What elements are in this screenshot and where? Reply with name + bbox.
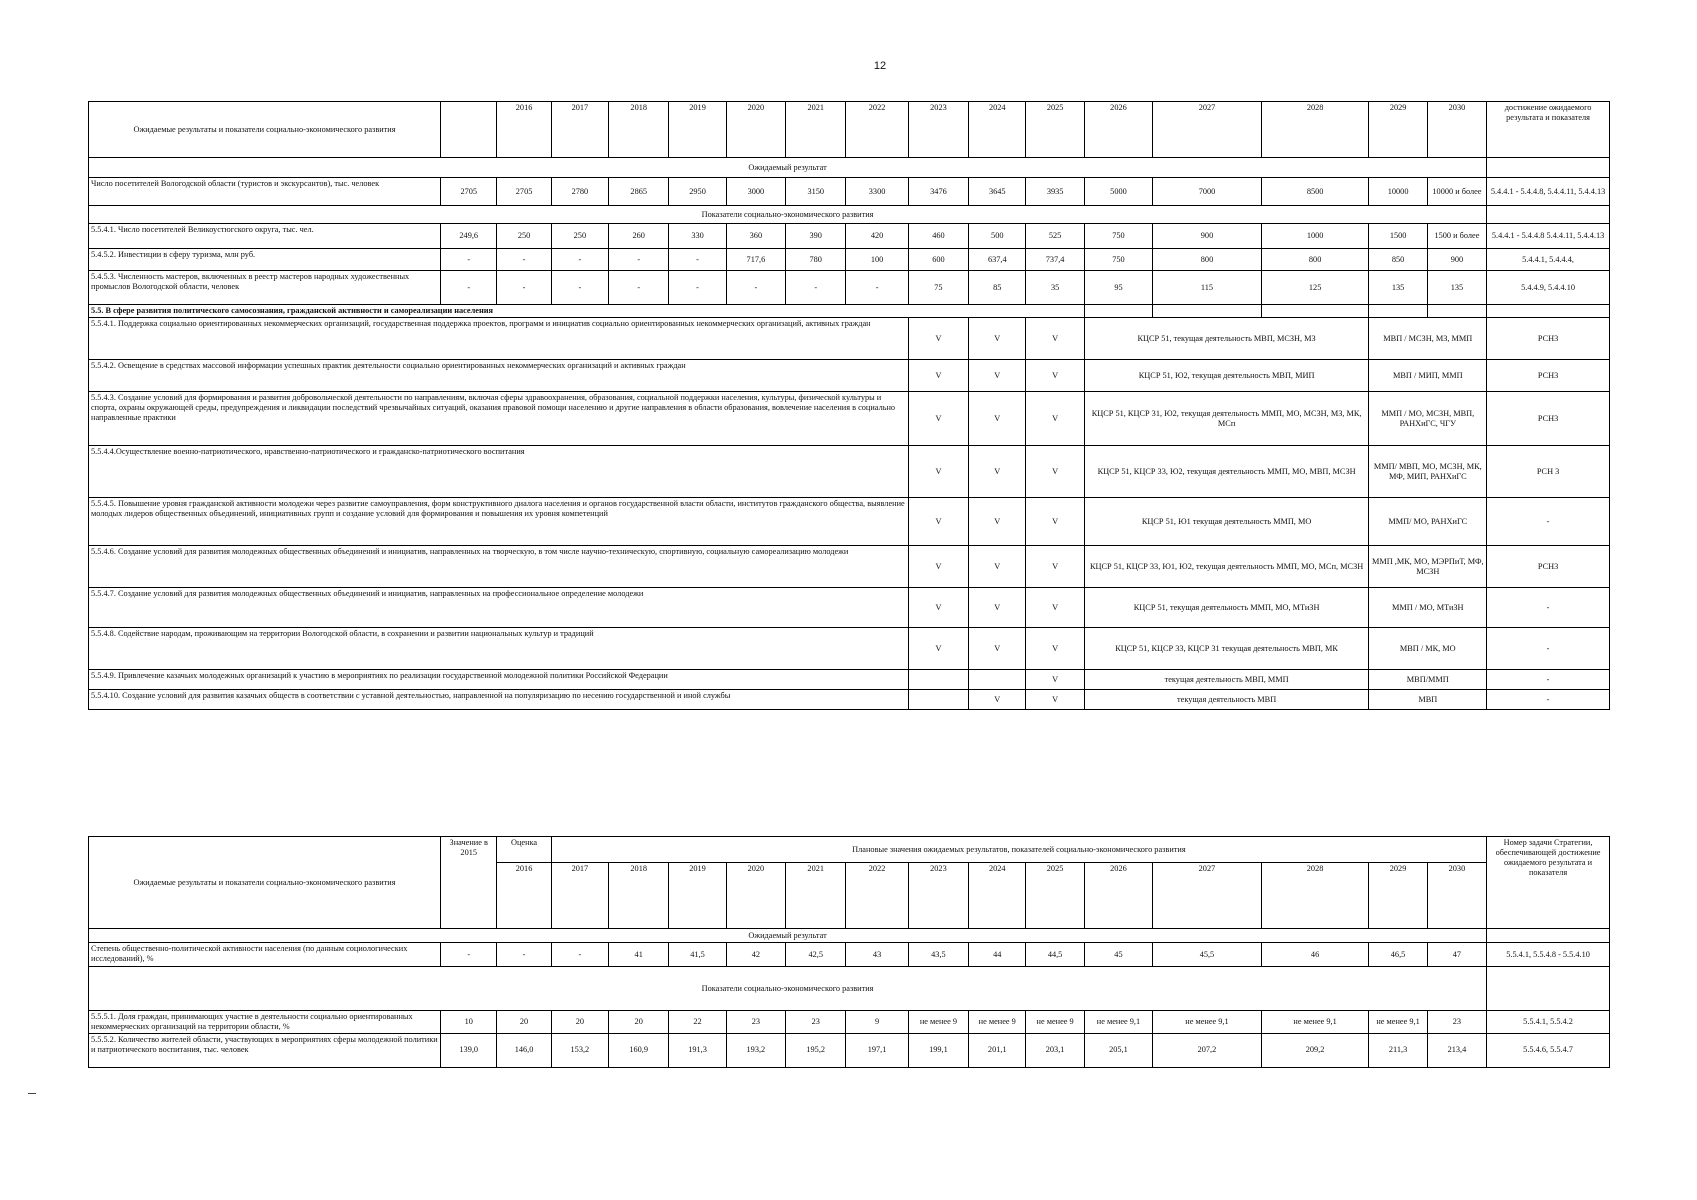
value-cell: 197,1	[846, 1033, 908, 1067]
funding-source: КЦСР 51, КЦСР 31, Ю2, текущая деятельность ММП, МО, МСЗН, МЗ, МК, МСп	[1084, 392, 1369, 446]
period-mark	[908, 690, 968, 710]
responsible-bodies: ММП/ МО, РАНХиГС	[1369, 498, 1487, 546]
task-ref: -	[1487, 670, 1610, 690]
value-cell: -	[441, 249, 497, 271]
task-ref: -	[1487, 628, 1610, 670]
value-cell: 44,5	[1026, 943, 1084, 967]
responsible-bodies: МВП/ММП	[1369, 670, 1487, 690]
value-cell: не менее 9,1	[1369, 1011, 1427, 1034]
period-mark: V	[1026, 318, 1084, 360]
period-mark: V	[969, 446, 1026, 498]
value-cell: 3300	[846, 178, 908, 206]
value-cell: 10000	[1369, 178, 1427, 206]
indicator-name: 5.5.5.1. Доля граждан, принимающих участие в деятельности социально ориентированных некоммерческих организаций на территории области, %	[89, 1011, 441, 1034]
indicator-name: Степень общественно-политической активности населения (по данным социологических исследований), %	[89, 943, 441, 967]
value-cell: не менее 9,1	[1153, 1011, 1262, 1034]
value-cell: 3000	[726, 178, 785, 206]
value-cell: 205,1	[1084, 1033, 1152, 1067]
value-cell: 23	[1427, 1011, 1486, 1034]
value-cell: 2705	[441, 178, 497, 206]
header-indicator-label: Ожидаемые результаты и показатели социально-экономического развития	[89, 837, 441, 929]
indicator-row	[89, 178, 1610, 206]
value-cell: 20	[497, 1011, 551, 1034]
value-cell: 191,3	[669, 1033, 726, 1067]
period-mark: V	[969, 546, 1026, 588]
value-cell: 160,9	[609, 1033, 669, 1067]
value-cell: 750	[1084, 249, 1152, 271]
measure-name: 5.5.4.5. Повышение уровня гражданской активности молодежи через развитие самоуправления, форм конструктивного диалога населения и органов государственной власти области, институтов гражданского общества, выявление молодых лидеров общественных объединений, инициативных групп и создание условий для формирования и повышения их уровня компетенций	[89, 498, 909, 546]
value-cell: 42	[726, 943, 785, 967]
task-ref: 5.5.4.6, 5.5.4.7	[1487, 1033, 1610, 1067]
value-cell: 95	[1084, 271, 1152, 305]
task-ref: РСН3	[1487, 546, 1610, 588]
period-mark: V	[1026, 588, 1084, 628]
responsible-bodies: ММП / МО, МТиЗН	[1369, 588, 1487, 628]
period-mark: V	[1026, 690, 1084, 710]
value-cell: 850	[1369, 249, 1427, 271]
value-cell: 249,6	[441, 224, 497, 249]
empty-cell	[1261, 305, 1369, 318]
indicator-row	[89, 1011, 1610, 1034]
value-cell: 360	[726, 224, 785, 249]
measure-row	[89, 628, 1610, 670]
value-cell: не менее 9	[1026, 1011, 1084, 1034]
results-table-activity	[88, 836, 1610, 1068]
measure-name: 5.5.4.8. Содействие народам, проживающим на территории Вологодской области, в сохранении и развитии национальных культур и традиций	[89, 628, 909, 670]
value-cell: 146,0	[497, 1033, 551, 1067]
value-cell: 20	[609, 1011, 669, 1034]
period-mark: V	[908, 446, 968, 498]
period-mark: V	[908, 628, 968, 670]
empty-cell	[1084, 305, 1152, 318]
section-label: Ожидаемый результат	[89, 929, 1487, 943]
section-empty-cell	[1487, 206, 1610, 224]
value-cell: 800	[1153, 249, 1262, 271]
task-ref: РСН3	[1487, 360, 1610, 392]
measure-row	[89, 546, 1610, 588]
measure-name: 5.5.4.10. Создание условий для развития казачьих обществ в соответствии с уставной деятельностью, направленной на популяризацию по несению государственной и иной службы	[89, 690, 909, 710]
value-cell: 737,4	[1026, 249, 1084, 271]
value-cell: 900	[1427, 249, 1486, 271]
funding-source: КЦСР 51, КЦСР 33, КЦСР 31 текущая деятельность МВП, МК	[1084, 628, 1369, 670]
page-number: 12	[873, 60, 887, 72]
value-cell: 46	[1261, 943, 1369, 967]
indicator-name: 5.5.5.2. Количество жителей области, участвующих в мероприятиях сферы молодежной политики и патриотического воспитания, тыс. человек	[89, 1033, 441, 1067]
value-cell: 10	[441, 1011, 497, 1034]
value-cell: 153,2	[551, 1033, 608, 1067]
indicator-row	[89, 249, 1610, 271]
value-cell: 213,4	[1427, 1033, 1486, 1067]
results-table-main	[88, 101, 1610, 710]
header-year: 2022	[846, 863, 908, 929]
measure-row	[89, 588, 1610, 628]
value-cell: -	[441, 271, 497, 305]
value-cell: 35	[1026, 271, 1084, 305]
period-mark: V	[1026, 392, 1084, 446]
header-year: 2026	[1084, 102, 1152, 158]
value-cell: 2865	[609, 178, 669, 206]
value-cell: 3935	[1026, 178, 1084, 206]
funding-source: КЦСР 51, КЦСР 33, Ю2, текущая деятельность ММП, МО, МВП, МСЗН	[1084, 446, 1369, 498]
table-header	[89, 837, 1610, 929]
header-year: 2021	[786, 102, 846, 158]
value-cell: 85	[969, 271, 1026, 305]
value-cell: -	[786, 271, 846, 305]
value-cell: 330	[669, 224, 726, 249]
header-year: 2025	[1026, 863, 1084, 929]
value-cell: 9	[846, 1011, 908, 1034]
task-ref: 5.4.4.1, 5.4.4.4,	[1487, 249, 1610, 271]
indicator-row	[89, 224, 1610, 249]
value-cell: 125	[1261, 271, 1369, 305]
value-cell: 75	[908, 271, 968, 305]
header-year: 2017	[551, 863, 608, 929]
task-ref: РСН3	[1487, 318, 1610, 360]
value-cell: не менее 9,1	[1084, 1011, 1152, 1034]
measure-row	[89, 670, 1610, 690]
value-cell: 750	[1084, 224, 1152, 249]
section-label: Ожидаемый результат	[89, 158, 1487, 178]
period-mark: V	[969, 498, 1026, 546]
empty-cell	[1369, 305, 1427, 318]
value-cell: 900	[1153, 224, 1262, 249]
indicator-name: 5.4.5.3. Численность мастеров, включенных в реестр мастеров народных художественных промыслов Вологодской области, человек	[89, 271, 441, 305]
header-year: 2020	[726, 102, 785, 158]
measure-row	[89, 690, 1610, 710]
header-year: 2019	[669, 102, 726, 158]
value-cell: 100	[846, 249, 908, 271]
value-cell: 46,5	[1369, 943, 1427, 967]
header-year: 2016	[497, 102, 551, 158]
measure-name: 5.5.4.9. Привлечение казачьих молодежных организаций к участию в мероприятиях по реализации государственной молодежной политики Российской Федерации	[89, 670, 909, 690]
section-empty-cell	[1487, 929, 1610, 943]
period-mark: V	[1026, 546, 1084, 588]
indicator-name: Число посетителей Вологодской области (туристов и экскурсантов), тыс. человек	[89, 178, 441, 206]
value-cell: 207,2	[1153, 1033, 1262, 1067]
funding-source: текущая деятельность МВП, ММП	[1084, 670, 1369, 690]
section-row	[89, 206, 1610, 224]
value-cell: 209,2	[1261, 1033, 1369, 1067]
value-cell: 201,1	[969, 1033, 1026, 1067]
section-row	[89, 967, 1610, 1011]
header-year: 2019	[669, 863, 726, 929]
period-mark: V	[908, 498, 968, 546]
period-mark: V	[1026, 628, 1084, 670]
value-cell: 8500	[1261, 178, 1369, 206]
section-empty-cell	[1487, 967, 1610, 1011]
value-cell: 135	[1369, 271, 1427, 305]
period-mark: V	[908, 588, 968, 628]
empty-cell	[1487, 305, 1610, 318]
responsible-bodies: ММП / МО, МСЗН, МВП, РАНХиГС, ЧГУ	[1369, 392, 1487, 446]
period-mark: V	[1026, 360, 1084, 392]
funding-source: КЦСР 51, КЦСР 33, Ю1, Ю2, текущая деятельность ММП, МО, МСп, МСЗН	[1084, 546, 1369, 588]
value-cell: -	[609, 271, 669, 305]
header-year: 2018	[609, 863, 669, 929]
value-cell: 42,5	[786, 943, 846, 967]
header-year: 2028	[1261, 863, 1369, 929]
header-empty-cell	[441, 102, 497, 158]
value-cell: не менее 9	[908, 1011, 968, 1034]
value-cell: 115	[1153, 271, 1262, 305]
section-label: Показатели социально-экономического развития	[89, 967, 1487, 1011]
header-year: 2029	[1369, 102, 1427, 158]
value-cell: 22	[669, 1011, 726, 1034]
header-year: 2024	[969, 863, 1026, 929]
period-mark: V	[908, 360, 968, 392]
value-cell: 2950	[669, 178, 726, 206]
header-task-label: достижение ожидаемого результата и показателя	[1487, 102, 1610, 158]
value-cell: 20	[551, 1011, 608, 1034]
task-ref: 5.5.4.1, 5.5.4.8 - 5.5.4.10	[1487, 943, 1610, 967]
task-ref: РСН 3	[1487, 446, 1610, 498]
section-row	[89, 158, 1610, 178]
period-mark: V	[969, 588, 1026, 628]
empty-cell	[1427, 305, 1486, 318]
header-task-label: Номер задачи Стратегии, обеспечивающей достижение ожидаемого результата и показателя	[1487, 837, 1610, 929]
header-year: 2027	[1153, 863, 1262, 929]
value-cell: 3645	[969, 178, 1026, 206]
header-year: 2023	[908, 102, 968, 158]
measure-name: 5.5.4.4.Осуществление военно-патриотического, нравственно-патриотического и гражданско-патриотического воспитания	[89, 446, 909, 498]
value-cell: 390	[786, 224, 846, 249]
task-ref: РСН3	[1487, 392, 1610, 446]
responsible-bodies: МВП / МИП, ММП	[1369, 360, 1487, 392]
header-estimate: Оценка	[497, 837, 551, 863]
value-cell: 193,2	[726, 1033, 785, 1067]
header-year: 2018	[609, 102, 669, 158]
value-cell: 211,3	[1369, 1033, 1427, 1067]
value-cell: -	[846, 271, 908, 305]
task-ref: -	[1487, 588, 1610, 628]
value-cell: 717,6	[726, 249, 785, 271]
value-cell: 600	[908, 249, 968, 271]
margin-mark	[28, 1093, 36, 1094]
value-cell: 5000	[1084, 178, 1152, 206]
value-cell: 460	[908, 224, 968, 249]
task-ref: -	[1487, 498, 1610, 546]
period-mark: V	[908, 392, 968, 446]
indicator-row	[89, 943, 1610, 967]
period-mark: V	[1026, 446, 1084, 498]
value-cell: 525	[1026, 224, 1084, 249]
period-mark: V	[908, 546, 968, 588]
value-cell: 3476	[908, 178, 968, 206]
value-cell: -	[669, 271, 726, 305]
indicator-row	[89, 1033, 1610, 1067]
value-cell: 45,5	[1153, 943, 1262, 967]
value-cell: 1000	[1261, 224, 1369, 249]
value-cell: -	[551, 943, 608, 967]
task-ref: 5.4.4.1 - 5.4.4.8 5.4.4.11, 5.4.4.13	[1487, 224, 1610, 249]
value-cell: -	[726, 271, 785, 305]
value-cell: -	[441, 943, 497, 967]
task-ref: 5.4.4.9, 5.4.4.10	[1487, 271, 1610, 305]
section-heading-row	[89, 305, 1610, 318]
value-cell: 23	[726, 1011, 785, 1034]
section-heading: 5.5. В сфере развития политического самосознания, гражданской активности и самореализации населения	[89, 305, 1085, 318]
responsible-bodies: МВП / МСЗН, МЗ, ММП	[1369, 318, 1487, 360]
measure-row	[89, 392, 1610, 446]
header-year: 2029	[1369, 863, 1427, 929]
value-cell: 1500 и более	[1427, 224, 1486, 249]
funding-source: КЦСР 51, текущая деятельность МВП, МСЗН, МЗ	[1084, 318, 1369, 360]
value-cell: 23	[786, 1011, 846, 1034]
period-mark: V	[908, 318, 968, 360]
period-mark: V	[1026, 498, 1084, 546]
section-label: Показатели социально-экономического развития	[89, 206, 1487, 224]
value-cell: -	[669, 249, 726, 271]
measure-row	[89, 360, 1610, 392]
value-cell: 203,1	[1026, 1033, 1084, 1067]
value-cell: 45	[1084, 943, 1152, 967]
section-row	[89, 929, 1610, 943]
header-year: 2024	[969, 102, 1026, 158]
value-cell: 41,5	[669, 943, 726, 967]
table-header	[89, 102, 1610, 158]
value-cell: 500	[969, 224, 1026, 249]
header-year: 2020	[726, 863, 785, 929]
value-cell: 10000 и более	[1427, 178, 1486, 206]
header-year: 2022	[846, 102, 908, 158]
header-row	[89, 837, 1610, 863]
period-mark: V	[1026, 670, 1084, 690]
header-year: 2025	[1026, 102, 1084, 158]
value-cell: -	[551, 271, 608, 305]
measure-name: 5.5.4.2. Освещение в средствах массовой информации успешных практик деятельности социально ориентированных некоммерческих организаций и активных граждан	[89, 360, 909, 392]
value-cell: 43	[846, 943, 908, 967]
task-ref: -	[1487, 690, 1610, 710]
period-mark	[908, 670, 968, 690]
header-year: 2028	[1261, 102, 1369, 158]
indicator-name: 5.4.5.2. Инвестиции в сферу туризма, млн руб.	[89, 249, 441, 271]
measure-name: 5.5.4.1. Поддержка социально ориентированных некоммерческих организаций, государственная поддержка проектов, программ и инициатив социально ориентированных некоммерческих организаций, активных граждан	[89, 318, 909, 360]
period-mark: V	[969, 690, 1026, 710]
measure-row	[89, 446, 1610, 498]
value-cell: -	[551, 249, 608, 271]
value-cell: 199,1	[908, 1033, 968, 1067]
funding-source: КЦСР 51, Ю2, текущая деятельность МВП, МИП	[1084, 360, 1369, 392]
value-cell: 135	[1427, 271, 1486, 305]
value-cell: 47	[1427, 943, 1486, 967]
value-cell: -	[497, 249, 551, 271]
header-year: 2030	[1427, 102, 1486, 158]
funding-source: КЦСР 51, Ю1 текущая деятельность ММП, МО	[1084, 498, 1369, 546]
value-cell: -	[497, 271, 551, 305]
funding-source: текущая деятельность МВП	[1084, 690, 1369, 710]
measure-row	[89, 318, 1610, 360]
table-body	[89, 158, 1610, 710]
empty-cell	[1153, 305, 1262, 318]
period-mark	[969, 670, 1026, 690]
header-indicator-label: Ожидаемые результаты и показатели социально-экономического развития	[89, 102, 441, 158]
header-year: 2017	[551, 102, 608, 158]
value-cell: 780	[786, 249, 846, 271]
period-mark: V	[969, 628, 1026, 670]
header-year: 2023	[908, 863, 968, 929]
value-cell: 637,4	[969, 249, 1026, 271]
responsible-bodies: МВП / МК, МО	[1369, 628, 1487, 670]
header-year: 2021	[786, 863, 846, 929]
value-cell: -	[609, 249, 669, 271]
value-cell: 1500	[1369, 224, 1427, 249]
task-ref: 5.5.4.1, 5.5.4.2	[1487, 1011, 1610, 1034]
value-cell: 420	[846, 224, 908, 249]
value-cell: 7000	[1153, 178, 1262, 206]
section-empty-cell	[1487, 158, 1610, 178]
value-cell: 250	[497, 224, 551, 249]
value-cell: 44	[969, 943, 1026, 967]
period-mark: V	[969, 392, 1026, 446]
indicator-row	[89, 271, 1610, 305]
period-mark: V	[969, 360, 1026, 392]
value-cell: 41	[609, 943, 669, 967]
value-cell: 250	[551, 224, 608, 249]
header-year: 2016	[497, 863, 551, 929]
header-year: 2027	[1153, 102, 1262, 158]
funding-source: КЦСР 51, текущая деятельность ММП, МО, МТиЗН	[1084, 588, 1369, 628]
value-cell: 43,5	[908, 943, 968, 967]
responsible-bodies: МВП	[1369, 690, 1487, 710]
measure-name: 5.5.4.6. Создание условий для развития молодежных общественных объединений и инициатив, направленных на творческую, в том числе научно-техническую, спортивную, социальную самореализацию молодежи	[89, 546, 909, 588]
responsible-bodies: ММП ,МК, МО, МЭРПиТ, МФ, МСЗН	[1369, 546, 1487, 588]
measure-name: 5.5.4.3. Создание условий для формирования и развития добровольческой деятельности по направлениям, включая сферы здравоохранения, образования, социальной поддержки населения, культуры, физической культуры и спорта, охраны окружающей среды, предупреждения и ликвидации последствий чрезвычайных ситуаций, оказания правовой помощи населению и другие направления в области образования, вовлечение населения в социально направленные практики	[89, 392, 909, 446]
value-cell: не менее 9	[969, 1011, 1026, 1034]
value-cell: 800	[1261, 249, 1369, 271]
header-year: 2030	[1427, 863, 1486, 929]
measure-name: 5.5.4.7. Создание условий для развития молодежных общественных объединений и инициатив, направленных на профессиональное определение молодежи	[89, 588, 909, 628]
header-value-2015: Значение в 2015	[441, 837, 497, 929]
table-body	[89, 929, 1610, 1068]
value-cell: -	[497, 943, 551, 967]
indicator-name: 5.5.4.1. Число посетителей Великоустюгского округа, тыс. чел.	[89, 224, 441, 249]
value-cell: 139,0	[441, 1033, 497, 1067]
header-row	[89, 102, 1610, 158]
value-cell: не менее 9,1	[1261, 1011, 1369, 1034]
value-cell: 195,2	[786, 1033, 846, 1067]
task-ref: 5.4.4.1 - 5.4.4.8, 5.4.4.11, 5.4.4.13	[1487, 178, 1610, 206]
responsible-bodies: ММП/ МВП, МО, МСЗН, МК, МФ, МИП, РАНХиГС	[1369, 446, 1487, 498]
value-cell: 260	[609, 224, 669, 249]
measure-row	[89, 498, 1610, 546]
header-year: 2026	[1084, 863, 1152, 929]
value-cell: 2705	[497, 178, 551, 206]
header-planned-values: Плановые значения ожидаемых результатов, показателей социально-экономического развития	[551, 837, 1486, 863]
value-cell: 2780	[551, 178, 608, 206]
period-mark: V	[969, 318, 1026, 360]
value-cell: 3150	[786, 178, 846, 206]
